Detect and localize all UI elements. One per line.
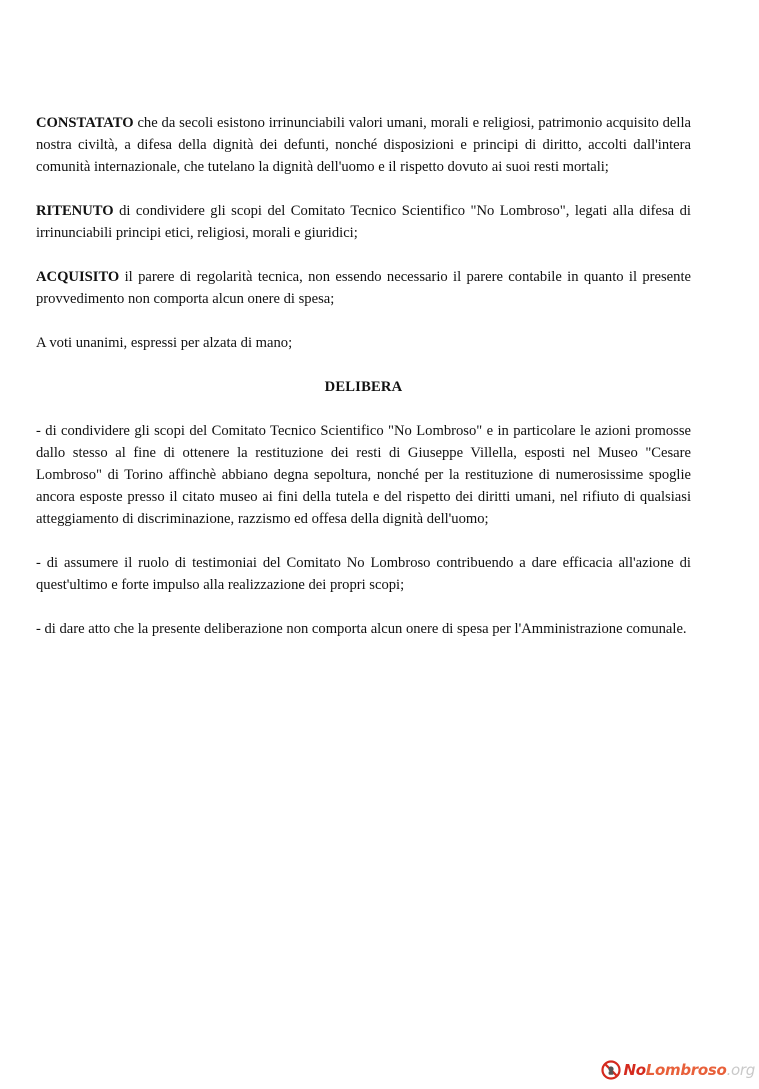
watermark-no: No xyxy=(623,1061,646,1079)
paragraph-lead: CONSTATATO xyxy=(36,115,134,131)
paragraph-acquisito xyxy=(36,266,691,310)
paragraph-text: A voti unanimi, espressi per alzata di mano; xyxy=(36,335,293,351)
resolution-item: - di dare atto che la presente deliberazione non comporta alcun onere di spesa per l'Amministrazione comunale. xyxy=(36,621,687,637)
paragraph-lead: ACQUISITO xyxy=(36,269,120,285)
watermark-text xyxy=(624,1061,755,1079)
watermark-name: Lombroso xyxy=(645,1061,727,1079)
paragraph-lead: RITENUTO xyxy=(36,203,114,219)
nolombroso-watermark xyxy=(601,1055,755,1085)
paragraph-text: di condividere gli scopi del Comitato Tecnico Scientifico "No Lombroso", legati alla difesa di irrinunciabili principi etici, religiosi, morali e giuridici; xyxy=(36,203,691,241)
resolution-item: - di assumere il ruolo di testimoniai del Comitato No Lombroso contribuendo a dare efficacia all'azione di quest'ultimo e forte impulso alla realizzazione dei propri scopi; xyxy=(36,555,691,593)
paragraph-text: il parere di regolarità tecnica, non essendo necessario il parere contabile in quanto il presente provvedimento non comporta alcun onere di spesa; xyxy=(36,269,691,307)
paragraph-constatato xyxy=(36,112,691,178)
section-heading-delibera: DELIBERA xyxy=(324,379,403,395)
watermark-tld: .org xyxy=(726,1061,755,1079)
document-page xyxy=(36,112,691,662)
paragraph-ritenuto xyxy=(36,200,691,244)
paragraph-voti xyxy=(36,332,691,354)
resolution-item: - di condividere gli scopi del Comitato Tecnico Scientifico "No Lombroso" e in particolare le azioni promosse dallo stesso al fine di ottenere la restituzione dei resti di Giuseppe Villella, esposti nel Museo "Cesare Lombroso" di Torino affinchè abbiano degna sepoltura, nonché per la restituzione di numerosissime spoglie ancora esposte presso il citato museo ai fini della tutela e del rispetto dei diritti umani, nel rifiuto di qualsiasi atteggiamento di discriminazione, razzismo ed offesa della dignità dell'uomo; xyxy=(36,423,691,527)
paragraph-text: che da secoli esistono irrinunciabili valori umani, morali e religiosi, patrimonio acquisito della nostra civiltà, a difesa della dignità dei defunti, nonché disposizioni e principi di diritto, accolti dall'intera comunità internazionale, che tutelano la dignità dell'uomo e il rispetto dovuto ai suoi resti mortali; xyxy=(36,115,691,175)
no-entry-icon xyxy=(601,1060,621,1080)
